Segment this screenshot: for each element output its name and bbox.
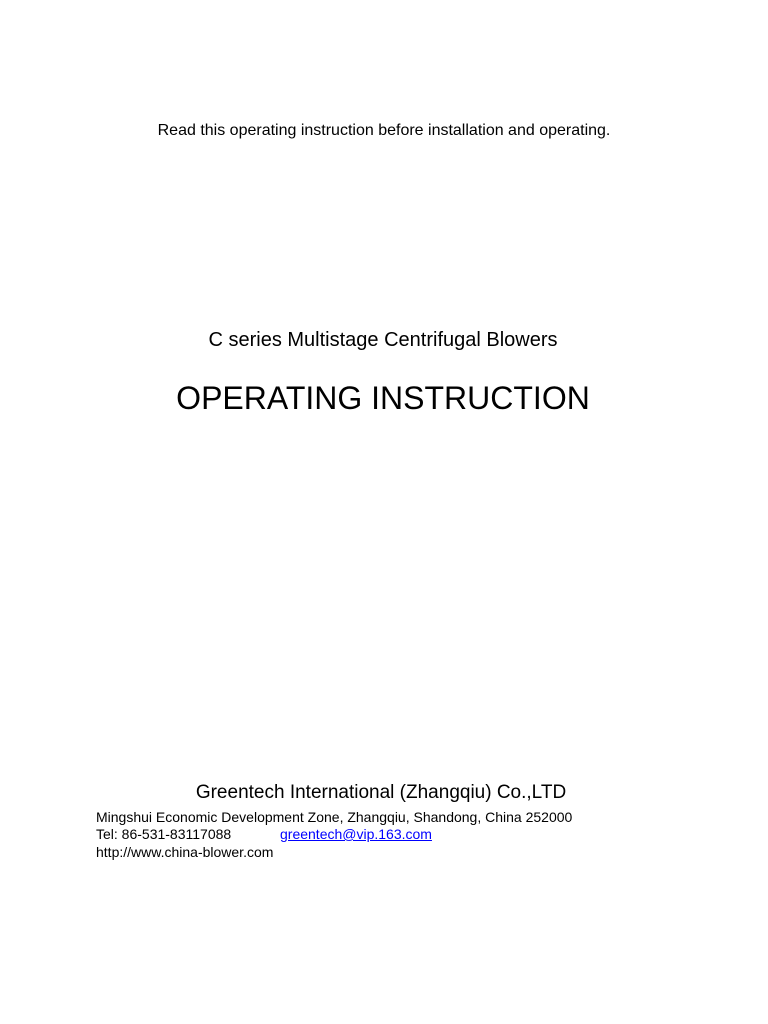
company-address: Mingshui Economic Development Zone, Zhangqiu, Shandong, China 252000 bbox=[96, 809, 573, 825]
website-url: http://www.china-blower.com bbox=[96, 844, 274, 860]
company-name: Greentech International (Zhangqiu) Co.,LTD bbox=[195, 782, 567, 803]
email-link[interactable]: greentech@vip.163.com bbox=[280, 826, 432, 842]
company-phone: Tel: 86-531-83117088 bbox=[96, 826, 232, 842]
read-notice: Read this operating instruction before installation and operating. bbox=[157, 122, 611, 139]
product-subtitle: C series Multistage Centrifugal Blowers bbox=[208, 329, 558, 351]
document-title: OPERATING INSTRUCTION bbox=[176, 380, 590, 416]
